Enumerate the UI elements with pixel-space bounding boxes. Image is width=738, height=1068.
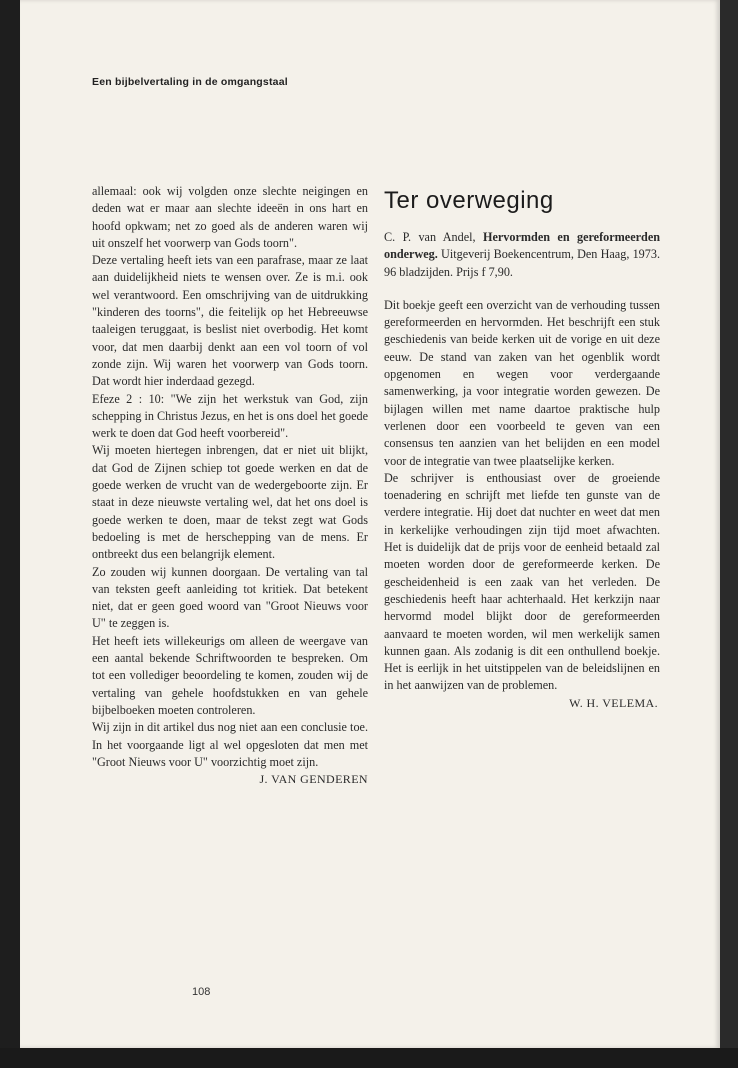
left-paragraph-1: allemaal: ook wij volgden onze slechte neigingen en deden wat er maar aan slechte ideeën in ons hart en hoofd opkwam; net zo goed als de anderen waren wij uit onszelf het voorwerp van Gods toorn". <box>92 184 368 250</box>
page-number: 108 <box>192 986 211 998</box>
book-publication-info: Uitgeverij Boekencentrum, Den Haag, 1973. 96 bladzijden. Prijs f 7,90. <box>384 247 660 279</box>
left-signature: J. VAN GENDEREN <box>259 772 368 787</box>
book-author: C. P. van Andel, <box>384 230 483 244</box>
book-title: Hervormden en gereformeerden onderweg. <box>384 230 661 262</box>
right-paragraph-2: De schrijver is enthousiast over de groeiende toenadering en schrijft met liefde ten gunste van de verdere integratie. Hij doet dat nuchter en weet dat men in kerkelijke verhoudingen zijn tijd moet afwachten. Het is duidelijk dat de prijs voor de eenheid betaald zal moeten worden door de gereformeerde kerken. De gescheidenheid is een zaak van het verleden. De geschiedenis heeft haar achterhaald. Het kerkzijn naar hervormd model blijkt door de gereformeerden aanvaard te moeten worden, wil men werkelijk samen kunnen gaan. Als zodanig is dit een onthullend boekje. Het is eerlijk in het uitstippelen van de beleidslijnen en in het aanwijzen van de problemen. <box>384 470 660 693</box>
scan-edge-right <box>720 0 738 1068</box>
section-heading: Ter overweging <box>384 187 554 214</box>
right-paragraph-1: Dit boekje geeft een overzicht van de verhouding tussen gereformeerden en hervormden. Het beschrijft een stuk geschiedenis van beide kerken uit de vorige en uit deze eeuw. De stand van zaken van het ogenblik wordt opgenomen en wegen voor verdergaande samenwerking, ja voor integratie worden gewezen. De bijlagen willen met name daartoe praktische hulp verlenen door een voorbeeld te geven van een consensus ten aanzien van het belijden en een model voor de integratie van twee plaatselijke kerken. <box>384 297 660 468</box>
left-paragraph-2: Deze vertaling heeft iets van een parafrase, maar ze laat aan duidelijkheid niets te wensen over. Ze is m.i. ook wel verantwoord. Een omschrijving van de uitdrukking "kinderen des toorns", die feitelijk op het Hebreeuwse taaleigen teruggaat, is beslist niet overbodig. Het komt voor, dat men daarbij denkt aan een vol toorn of vol zonde zijn. Wij waren het voorwerp van Gods toorn. Dat wordt hier inderdaad gezegd. <box>92 253 368 389</box>
left-column <box>92 183 368 788</box>
left-paragraph-4: Wij moeten hiertegen inbrengen, dat er niet uit blijkt, dat God de Zijnen schiep tot goede werken en dat de goede werken de vrucht van de wedergeboorte zijn. Er staat in deze nieuwste vertaling wel, dat het ons doel is goede werken te doen, maar de tekst zegt wat Gods bedoeling is met de herschepping van de mens. Er ontbreekt dus een belangrijk element. <box>92 443 368 562</box>
scan-edge-bottom <box>0 1048 738 1068</box>
book-reference <box>384 229 660 281</box>
left-paragraph-5: Zo zouden wij kunnen doorgaan. De vertaling van tal van teksten geeft aanleiding tot kritiek. Dat betekent niet, dat er geen goed woord van "Groot Nieuws voor U" te zeggen is. <box>92 564 368 631</box>
page-sheet <box>20 0 720 1048</box>
left-paragraph-6: Het heeft iets willekeurigs om alleen de weergave van een aantal bekende Schriftwoorden te bespreken. Om tot een vollediger beoordeling te komen, zouden wij de vertaling van gehele hoofdstukken en van gehele bijbelboeken moeten controleren. <box>92 633 368 717</box>
left-paragraph-7: Wij zijn in dit artikel dus nog niet aan een conclusie toe. In het voorgaande ligt al wel opgesloten dat men met "Groot Nieuws voor U" voorzichtig moet zijn. <box>92 720 368 769</box>
right-signature: W. H. VELEMA. <box>569 695 658 710</box>
running-title: Een bijbelvertaling in de omgangstaal <box>92 76 288 88</box>
left-paragraph-3: Efeze 2 : 10: "We zijn het werkstuk van God, zijn schepping in Christus Jezus, en het is ons doel het goede werk te doen dat God heeft voorbereid". <box>92 391 368 441</box>
right-column <box>384 183 660 712</box>
